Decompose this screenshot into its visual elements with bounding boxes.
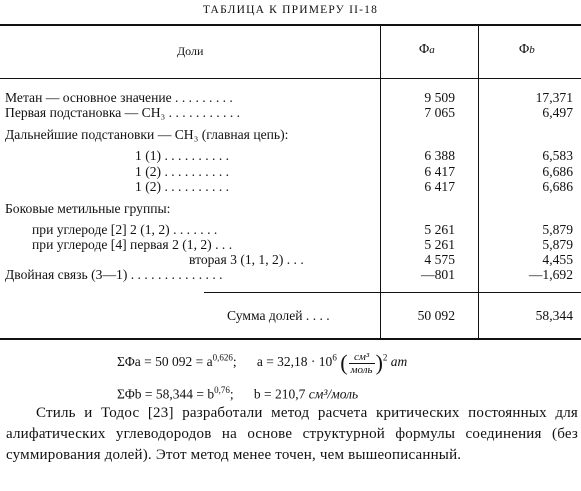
sum-row bbox=[0, 308, 581, 324]
formula-a-right-exp: 6 bbox=[332, 352, 337, 363]
row-value-b: —1,692 bbox=[528, 267, 573, 282]
body-paragraph: Стиль и Тодос [23] разработали метод расчета критических постоянных для алифатических углеводородов на основе структурной формулы соединения (без суммирования долей). Этот метод менее точен, чем вышеописанный. bbox=[6, 405, 578, 463]
row-value-b: 5,879 bbox=[542, 222, 573, 237]
row-value-b: 17,371 bbox=[535, 90, 573, 105]
table-row bbox=[0, 267, 581, 283]
row-label: при углероде [2] 2 (1, 2) . . . . . . . bbox=[32, 222, 218, 237]
formula-a: ΣΦa = 50 $092 = a^{0,626}$; $a = 32,18 \cdot 10^6$ ( $\frac{\text{см³}}{\text{моль}}$ )$^2$ ат bbox=[117, 350, 408, 376]
formula-a-left-exp: 0,626 bbox=[212, 352, 233, 363]
sum-label: Сумма долей . . . . bbox=[227, 308, 330, 323]
row-label: Боковые метильные группы: bbox=[5, 201, 171, 216]
table-row bbox=[0, 222, 581, 238]
sum-value-b: 58,344 bbox=[535, 308, 573, 323]
row-label: Первая подстановка — CH₃ . . . . . . . . . . . bbox=[5, 105, 241, 120]
row-label: 1 (2) . . . . . . . . . . bbox=[135, 164, 230, 179]
row-label: Двойная связь (3—1) . . . . . . . . . . . . . . bbox=[5, 267, 223, 282]
table-row bbox=[0, 201, 581, 217]
row-label: при углероде [4] первая 2 (1, 2) . . . bbox=[32, 237, 233, 252]
formula-b-left-exp: 0,76 bbox=[214, 385, 230, 395]
sum-top-rule bbox=[204, 292, 581, 293]
row-value-a: 7 065 bbox=[424, 105, 455, 120]
row-value-b: 6,497 bbox=[542, 105, 573, 120]
table-row bbox=[0, 179, 581, 195]
row-label: 1 (2) . . . . . . . . . . bbox=[135, 179, 230, 194]
row-value-a: 5 261 bbox=[424, 237, 455, 252]
fraction-denominator: моль bbox=[350, 363, 373, 376]
formula-a-sep: ; bbox=[232, 354, 237, 370]
formula-b-sep: ; bbox=[229, 386, 234, 402]
row-value-b: 5,879 bbox=[542, 237, 573, 252]
table-row bbox=[0, 105, 581, 121]
fraction-numerator: см³ bbox=[349, 351, 375, 364]
table-row bbox=[0, 164, 581, 180]
formula-a-left: ΣΦa = 50 092 = a bbox=[117, 354, 213, 370]
formula-b bbox=[117, 385, 358, 403]
header-label-doli: Доли bbox=[177, 44, 204, 58]
row-label: Метан — основное значение . . . . . . . . . bbox=[5, 90, 233, 105]
header-phi-b-symbol: Φ bbox=[519, 42, 530, 57]
row-value-a: 5 261 bbox=[424, 222, 455, 237]
header-phi-b bbox=[519, 42, 535, 58]
row-value-b: 6,583 bbox=[542, 148, 573, 163]
row-label: 1 (1) . . . . . . . . . . bbox=[135, 148, 230, 163]
formula-b-right: b = 210,7 bbox=[253, 386, 306, 402]
row-value-a: 6 417 bbox=[424, 164, 455, 179]
formula-b-unit: см³/моль bbox=[308, 386, 359, 402]
row-value-a: 9 509 bbox=[424, 90, 455, 105]
header-phi-a bbox=[419, 42, 435, 58]
table-bottom-rule bbox=[0, 338, 581, 340]
row-value-a: 4 575 bbox=[424, 252, 455, 267]
row-value-a: 6 417 bbox=[424, 179, 455, 194]
header-phi-b-sub: b bbox=[529, 44, 535, 56]
row-label: Дальнейшие подстановки — CH₃ (главная цепь): bbox=[5, 127, 289, 142]
header-phi-a-symbol: Φ bbox=[419, 42, 430, 57]
table-caption: ТАБЛИЦА К ПРИМЕРУ II-18 bbox=[202, 4, 379, 16]
row-label: вторая 3 (1, 1, 2) . . . bbox=[189, 252, 304, 267]
formula-a-right: a = 32,18 · 10 bbox=[256, 354, 333, 370]
formula-a-unit: ат bbox=[390, 354, 408, 370]
row-value-b: 6,686 bbox=[542, 179, 573, 194]
formula-a-paren-exp: 2 bbox=[382, 352, 388, 363]
table-row bbox=[0, 148, 581, 164]
row-value-a: 6 388 bbox=[424, 148, 455, 163]
sum-value-a: 50 092 bbox=[417, 308, 455, 323]
table-row bbox=[0, 252, 581, 268]
row-value-b: 4,455 bbox=[542, 252, 573, 267]
row-value-a: —801 bbox=[421, 267, 455, 282]
formula-a-fraction bbox=[349, 351, 375, 376]
row-value-b: 6,686 bbox=[542, 164, 573, 179]
table-top-rule bbox=[0, 24, 581, 26]
formula-b-left: ΣΦb = 58,344 = b bbox=[117, 386, 215, 402]
table-row bbox=[0, 127, 581, 143]
header-phi-a-sub: a bbox=[429, 44, 435, 56]
table-row bbox=[0, 90, 581, 106]
header-bottom-rule bbox=[0, 78, 581, 79]
table-row bbox=[0, 237, 581, 253]
